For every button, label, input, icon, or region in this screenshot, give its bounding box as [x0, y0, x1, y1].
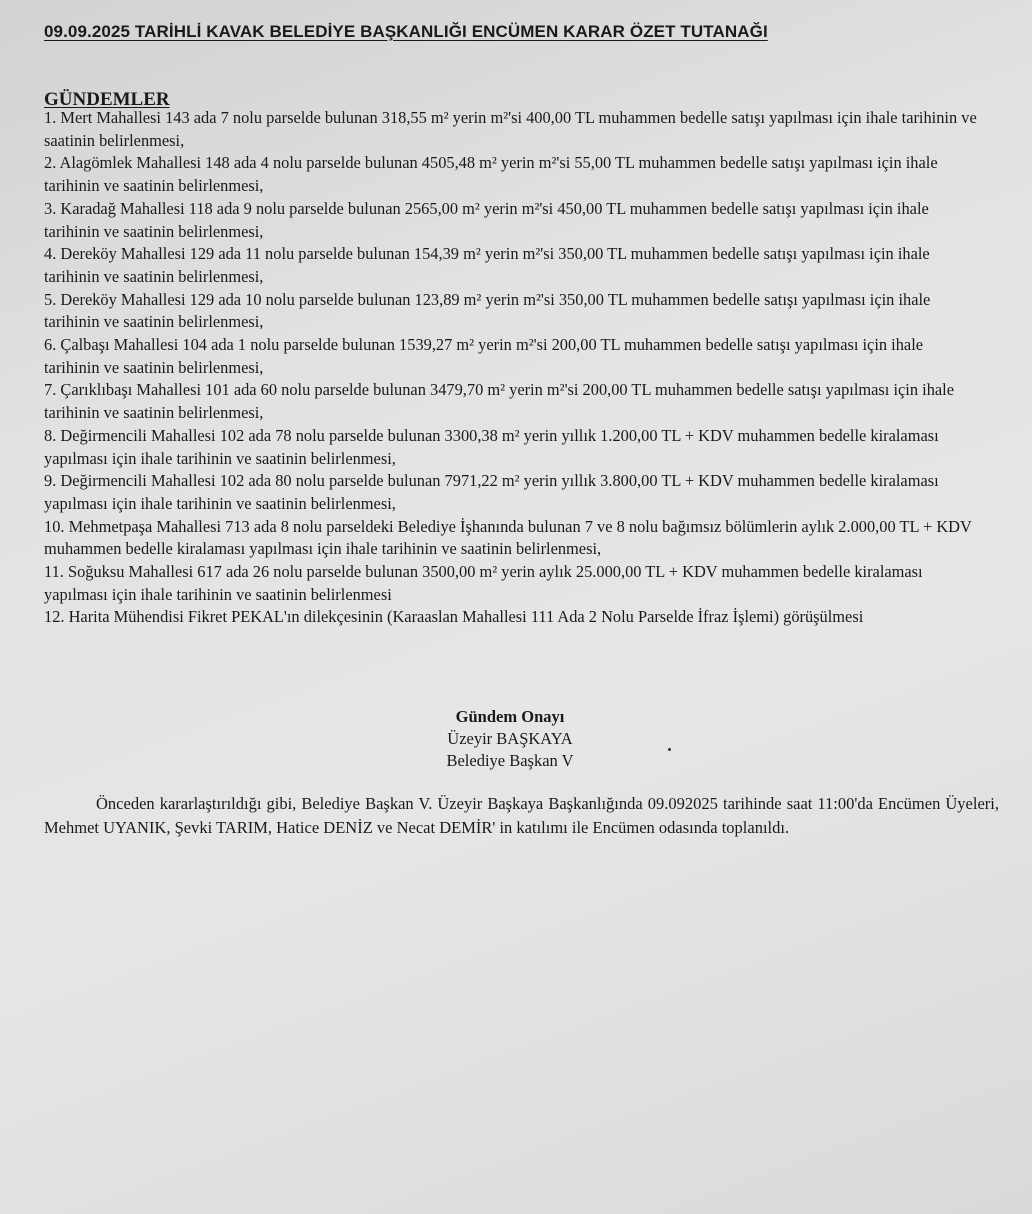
meeting-paragraph: Önceden kararlaştırıldığı gibi, Belediye Başkan V. Üzeyir Başkaya Başkanlığında 09.092025 tarihinde saat 11:00'da Encümen Üyeleri, Mehmet UYANIK, Şevki TARIM, Hatice DENİZ ve Necat DEMİR' in katılımı ile Encümen odasında toplanıldı. — [44, 794, 999, 837]
approval-position: Belediye Başkan V — [446, 751, 574, 770]
ink-dot — [668, 748, 671, 751]
agenda-item: 4. Dereköy Mahallesi 129 ada 11 nolu parselde bulunan 154,39 m² yerin m²'si 350,00 TL muhammen bedelle satışı yapılması için ihale tarihinin ve saatinin belirlenmesi, — [44, 244, 930, 286]
approval-name: Üzeyir BAŞKAYA — [447, 729, 573, 748]
agenda-item: 2. Alagömlek Mahallesi 148 ada 4 nolu parselde bulunan 4505,48 m² yerin m²'si 55,00 TL muhammen bedelle satışı yapılması için ihale tarihinin ve saatinin belirlenmesi, — [44, 153, 938, 196]
agenda-item: 5. Dereköy Mahallesi 129 ada 10 nolu parselde bulunan 123,89 m² yerin m²'si 350,00 TL muhammen bedelle satışı yapılması için ihale tarihinin ve saatinin belirlenmesi, — [44, 289, 931, 332]
agenda-item: 9. Değirmencili Mahallesi 102 ada 80 nolu parselde bulunan 7971,22 m² yerin yıllık 3.800,00 TL + KDV muhammen bedelle kiralaması yapılması için ihale tarihinin ve saatinin belirlenmesi, — [44, 471, 939, 513]
agenda-heading: GÜNDEMLER — [44, 89, 170, 110]
agenda-item: 7. Çarıklıbaşı Mahallesi 101 ada 60 nolu parselde bulunan 3479,70 m² yerin m²'si 200,00 TL muhammen bedelle satışı yapılması için ihale tarihinin ve saatinin belirlenmesi, — [44, 380, 954, 423]
agenda-approval-block — [390, 706, 630, 772]
agenda-item: 10. Mehmetpaşa Mahallesi 713 ada 8 nolu parseldeki Belediye İşhanında bulunan 7 ve 8 nolu bağımsız bölümlerin aylık 2.000,00 TL + KDV muhammen bedelle kiralaması yapılması için ihale tarihinin ve saatinin belirlenmesi, — [44, 516, 972, 559]
approval-title: Gündem Onayı — [455, 707, 565, 726]
agenda-item: 3. Karadağ Mahallesi 118 ada 9 nolu parselde bulunan 2565,00 m² yerin m²'si 450,00 TL muhammen bedelle satışı yapılması için ihale tarihinin ve saatinin belirlenmesi, — [44, 198, 929, 241]
agenda-item: 8. Değirmencili Mahallesi 102 ada 78 nolu parselde bulunan 3300,38 m² yerin yıllık 1.200,00 TL + KDV muhammen bedelle kiralaması yapılması için ihale tarihinin ve saatinin belirlenmesi, — [44, 425, 939, 468]
agenda-item: 6. Çalbaşı Mahallesi 104 ada 1 nolu parselde bulunan 1539,27 m² yerin m²'si 200,00 TL muhammen bedelle satışı yapılması için ihale tarihinin ve saatinin belirlenmesi, — [44, 335, 924, 377]
agenda-list — [44, 107, 979, 629]
document-title: 09.09.2025 TARİHLİ KAVAK BELEDİYE BAŞKANLIĞI ENCÜMEN KARAR ÖZET TUTANAĞI — [44, 22, 768, 41]
agenda-item: 12. Harita Mühendisi Fikret PEKAL'ın dilekçesinin (Karaaslan Mahallesi 111 Ada 2 Nolu Parselde İfraz İşlemi) görüşülmesi — [44, 607, 864, 627]
agenda-item: 11. Soğuksu Mahallesi 617 ada 26 nolu parselde bulunan 3500,00 m² yerin aylık 25.000,00 TL + KDV muhammen bedelle kiralaması yapılması için ihale tarihinin ve saatinin belirlenmesi — [44, 562, 923, 604]
agenda-item: 1. Mert Mahallesi 143 ada 7 nolu parselde bulunan 318,55 m² yerin m²'si 400,00 TL muhammen bedelle satışı yapılması için ihale tarihinin ve saatinin belirlenmesi, — [44, 108, 977, 150]
